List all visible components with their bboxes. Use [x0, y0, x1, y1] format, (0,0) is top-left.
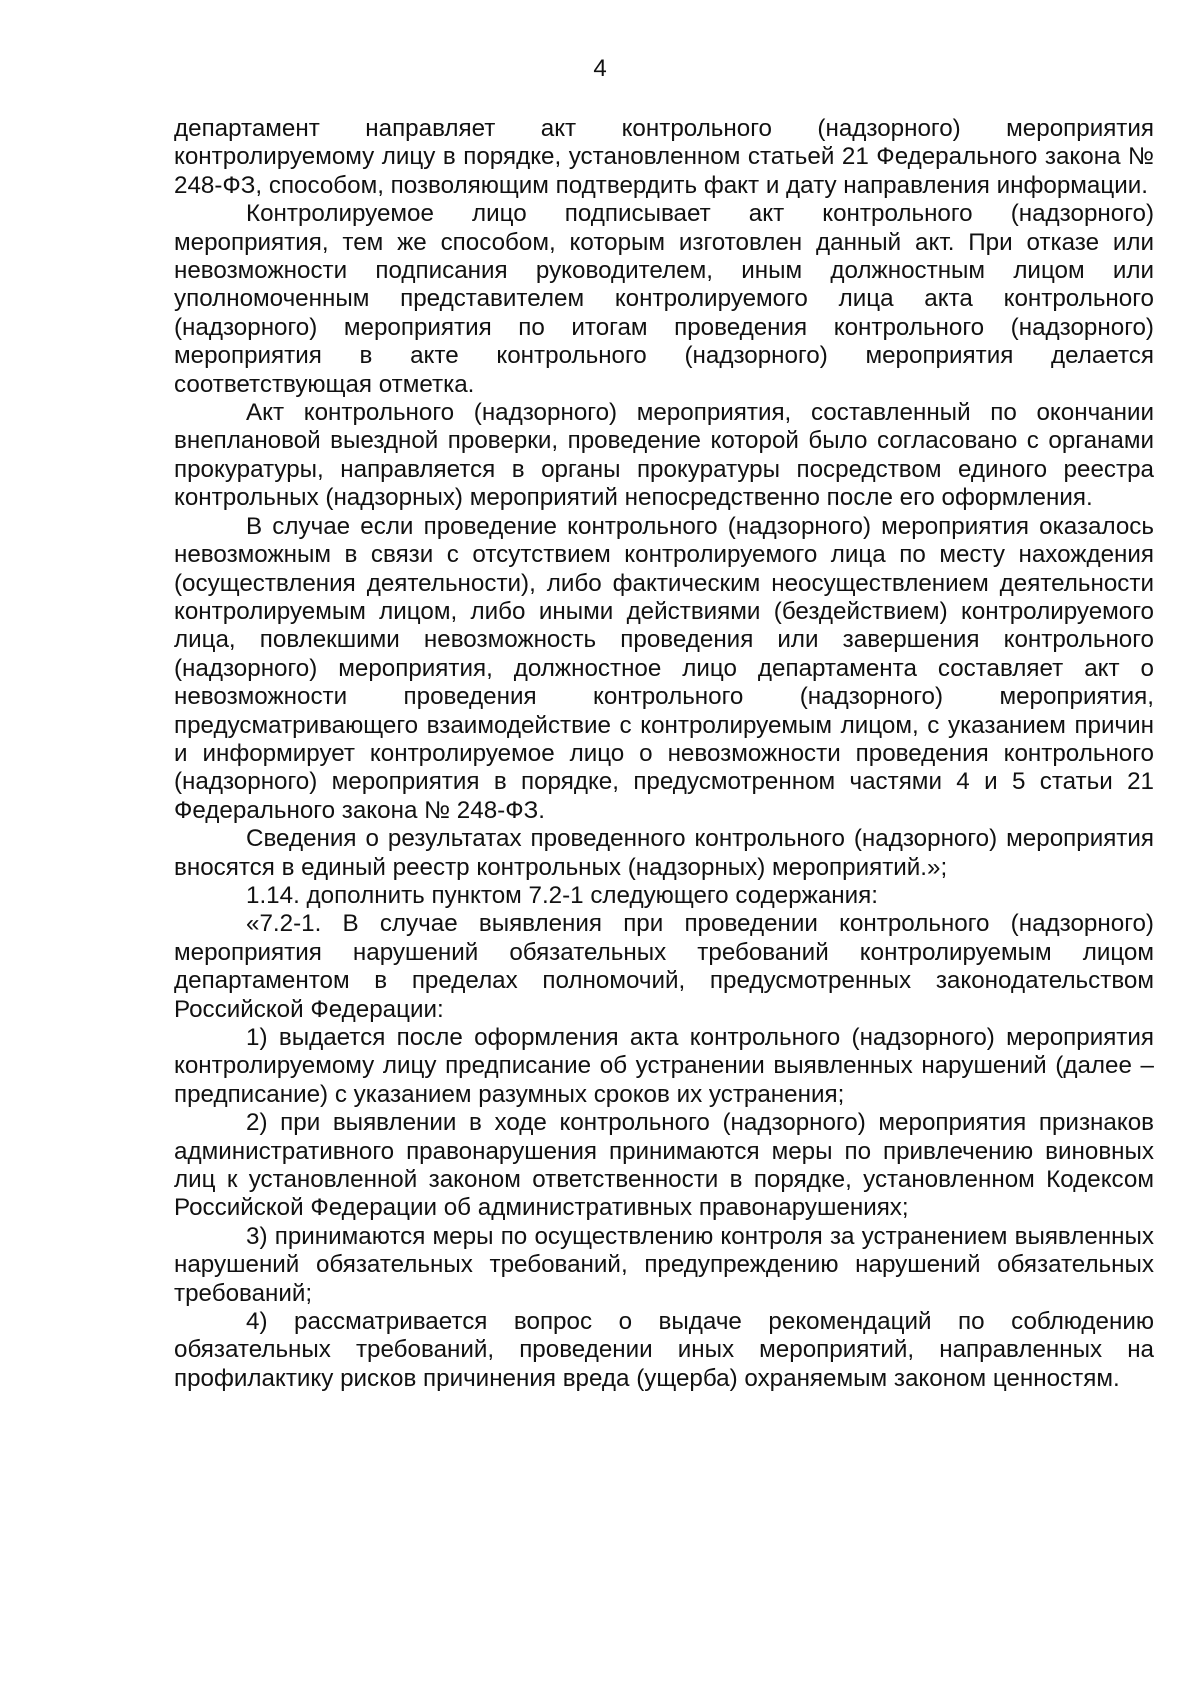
paragraph-item-1: 1) выдается после оформления акта контрольного (надзорного) мероприятия контролируемому лицу предписание об устранении выявленных нарушений (далее – предписание) с указанием разумных сроков их устранения;	[174, 1024, 1154, 1108]
page-number: 4	[593, 55, 607, 82]
paragraph-item-2: 2) при выявлении в ходе контрольного (надзорного) мероприятия признаков административного правонарушения принимаются меры по привлечению виновных лиц к установленной законом ответственности в порядке, установленном Кодексом Российской Федерации об административных правонарушениях;	[174, 1109, 1154, 1222]
paragraph-impossibility-act: В случае если проведение контрольного (надзорного) мероприятия оказалось невозможным в связи с отсутствием контролируемого лица по месту нахождения (осуществления деятельности), либо фактическим неосуществлением деятельности контролируемым лицом, либо иными действиями (бездействием) контролируемого лица, повлекшими невозможность проведения или завершения контрольного (надзорного) мероприятия, должностное лицо департамента составляет акт о невозможности проведения контрольного (надзорного) мероприятия, предусматривающего взаимодействие с контролируемым лицом, с указанием причин и информирует контролируемое лицо о невозможности проведения контрольного (надзорного) мероприятия в порядке, предусмотренном частями 4 и 5 статьи 21 Федерального закона № 248-ФЗ.	[174, 512, 1154, 824]
paragraph-item-4: 4) рассматривается вопрос о выдаче рекомендаций по соблюдению обязательных требований, проведении иных мероприятий, направленных на профилактику рисков причинения вреда (ущерба) охраняемым законом ценностям.	[174, 1308, 1154, 1392]
paragraph-clause-7-2-1: «7.2-1. В случае выявления при проведении контрольного (надзорного) мероприятия нарушений обязательных требований контролируемым лицом департаментом в пределах полномочий, предусмотренных законодательством Российской Федерации:	[174, 910, 1154, 1023]
paragraph-act-signing: Контролируемое лицо подписывает акт контрольного (надзорного) мероприятия, тем же способом, которым изготовлен данный акт. При отказе или невозможности подписания руководителем, иным должностным лицом или уполномоченным представителем контролируемого лица акта контрольного (надзорного) мероприятия по итогам проведения контрольного (надзорного) мероприятия в акте контрольного (надзорного) мероприятия делается соответствующая отметка.	[174, 200, 1154, 398]
paragraph-prosecutor-notice: Акт контрольного (надзорного) мероприятия, составленный по окончании внеплановой выездной проверки, проведение которой было согласовано с органами прокуратуры, направляется в органы прокуратуры посредством единого реестра контрольных (надзорных) мероприятий непосредственно после его оформления.	[174, 399, 1154, 512]
paragraph-act-delivery: департамент направляет акт контрольного (надзорного) мероприятия контролируемому лицу в порядке, установленном статьей 21 Федерального закона № 248-ФЗ, способом, позволяющим подтвердить факт и дату направления информации.	[174, 115, 1154, 199]
paragraph-registry-entry: Сведения о результатах проведенного контрольного (надзорного) мероприятия вносятся в единый реестр контрольных (надзорных) мероприятий.»;	[174, 825, 1154, 881]
document-body	[174, 115, 1154, 1393]
paragraph-item-3: 3) принимаются меры по осуществлению контроля за устранением выявленных нарушений обязательных требований, предупреждению нарушений обязательных требований;	[174, 1222, 1154, 1307]
paragraph-amendment-1-14: 1.14. дополнить пунктом 7.2-1 следующего содержания:	[246, 881, 878, 909]
